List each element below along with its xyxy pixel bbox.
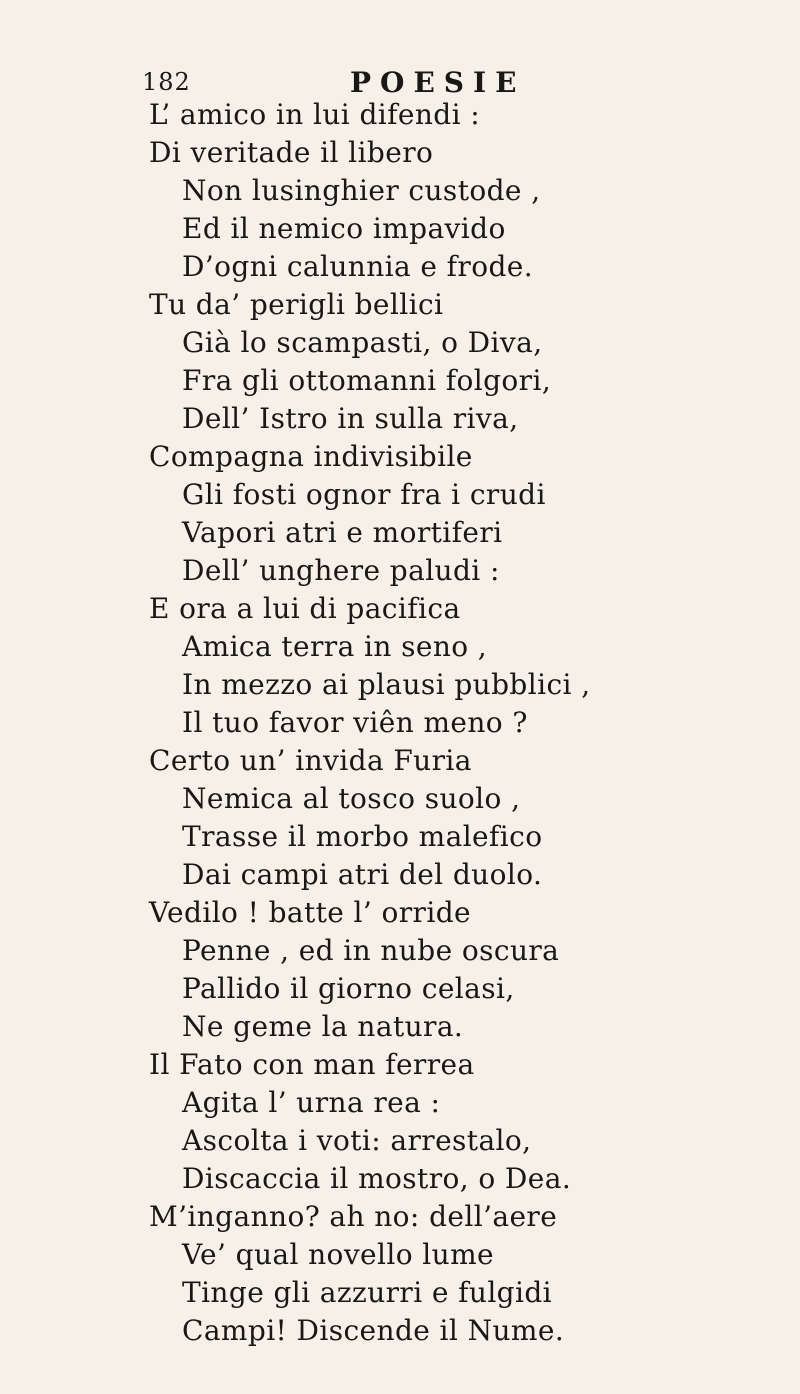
poem-line: M’inganno? ah no: dell’aere — [149, 1200, 558, 1233]
poem-line: Agita l’ urna rea : — [182, 1086, 441, 1119]
poem-line: D’ogni calunnia e frode. — [182, 250, 534, 283]
poem-line: L’ amico in lui difendi : — [149, 98, 481, 131]
page-number: 182 — [142, 68, 191, 96]
running-title: POESIE — [350, 66, 526, 99]
poem-line: Ascolta i voti: arrestalo, — [182, 1124, 532, 1157]
poem-line: In mezzo ai plausi pubblici , — [182, 668, 591, 701]
poem-line: Vedilo ! batte l’ orride — [149, 896, 471, 929]
poem-line: Dai campi atri del duolo. — [182, 858, 543, 891]
poem-line: Ne geme la natura. — [182, 1010, 464, 1043]
poem-line: Già lo scampasti, o Diva, — [182, 326, 543, 359]
poem-text — [0, 96, 800, 1347]
poem-line: Non lusinghier custode , — [182, 174, 541, 207]
poem-line: Fra gli ottomanni folgori, — [182, 364, 552, 397]
poem-line: Campi! Discende il Nume. — [182, 1314, 565, 1347]
poem-line: Compagna indivisibile — [149, 440, 473, 473]
poem-line: Pallido il giorno celasi, — [182, 972, 515, 1005]
poem-line: Di veritade il libero — [149, 136, 434, 169]
poem-line: Nemica al tosco suolo , — [182, 782, 521, 815]
poem-line: Vapori atri e mortiferi — [182, 516, 503, 549]
poem-line: Il tuo favor viên meno ? — [182, 706, 528, 739]
poem-line: Tinge gli azzurri e fulgidi — [182, 1276, 553, 1309]
poem-line: Discaccia il mostro, o Dea. — [182, 1162, 572, 1195]
poem-line: Tu da’ perigli bellici — [149, 288, 444, 321]
poem-line: Ve’ qual novello lume — [182, 1238, 494, 1271]
poem-line: Certo un’ invida Furia — [149, 744, 472, 777]
poem-line: Gli fosti ognor fra i crudi — [182, 478, 546, 511]
poem-line: E ora a lui di pacifica — [149, 592, 461, 625]
poem-line: Ed il nemico impavido — [182, 212, 506, 245]
poem-line: Trasse il morbo malefico — [182, 820, 543, 853]
poem-line: Dell’ Istro in sulla riva, — [182, 402, 519, 435]
poem-line: Il Fato con man ferrea — [149, 1048, 475, 1081]
poem-line: Amica terra in seno , — [182, 630, 488, 663]
poem-line: Penne , ed in nube oscura — [182, 934, 560, 967]
poem-line: Dell’ unghere paludi : — [182, 554, 500, 587]
